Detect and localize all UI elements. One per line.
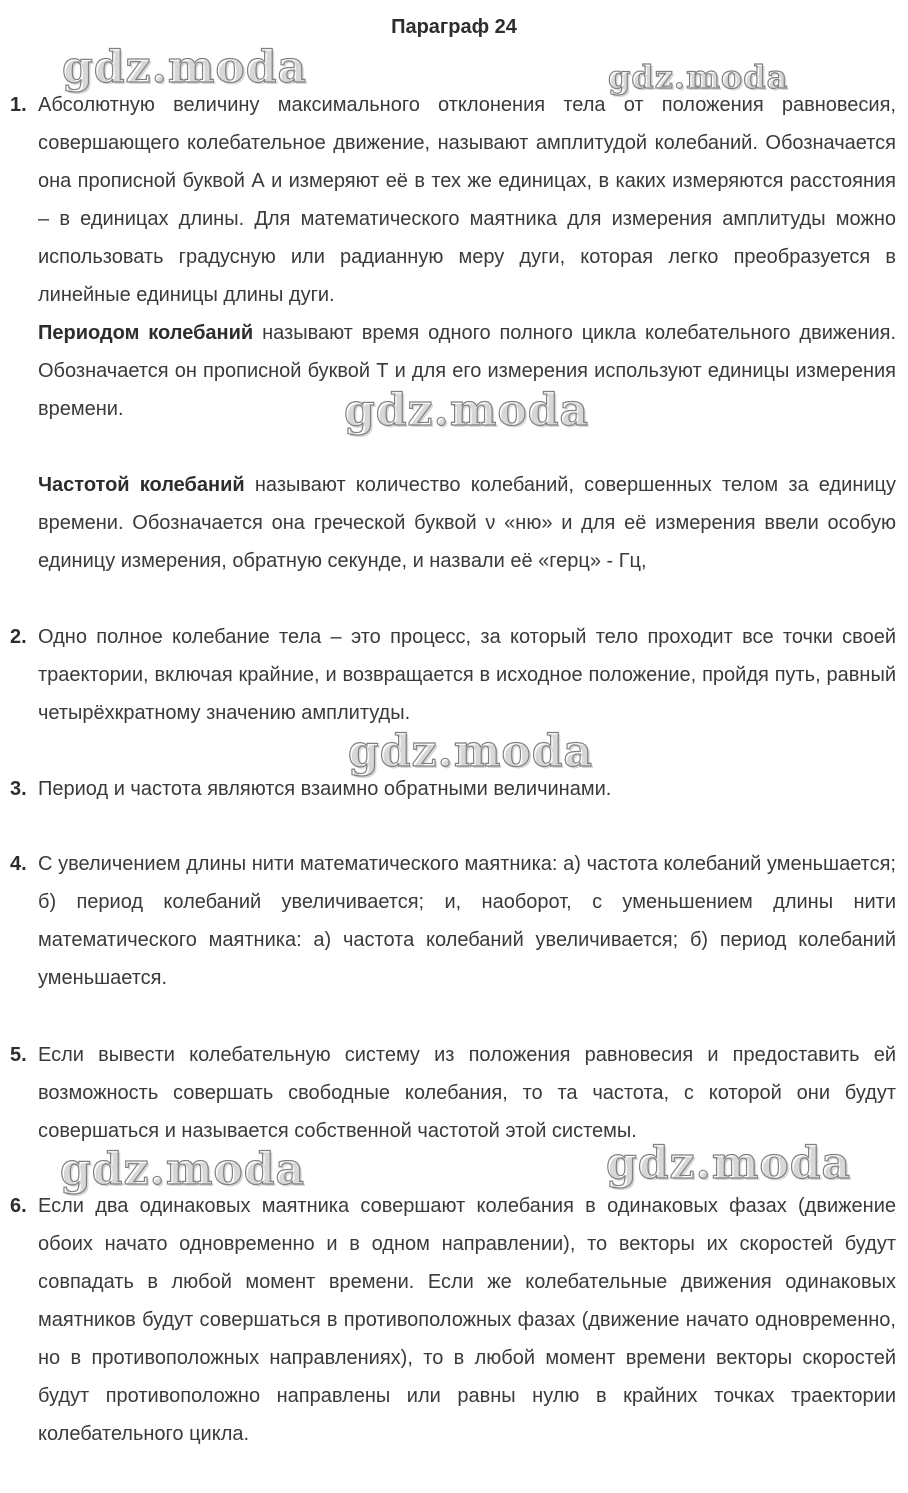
item-number: 6.: [10, 1195, 27, 1217]
answer-text: С увеличением длины нити математического маятника: а) частота колебаний уменьшается; б) период колебаний увеличивается; и, наоборот, с уменьшением длины нити математического маятника: а) частота колебаний увеличивается; б) период колебаний уменьшается.: [38, 853, 896, 989]
answer-item-6: [10, 1187, 896, 1453]
term-period: Периодом колебаний: [38, 322, 254, 344]
term-frequency: Частотой колебаний: [38, 474, 245, 496]
watermark-logo: gdz.moda: [606, 1138, 852, 1189]
answer-text: Если два одинаковых маятника совершают колебания в одинаковых фазах (движение обоих начато одновременно и в одном направлении), то векторы их скоростей будут совпадать в любой момент времени. Если же колебательные движения одинаковых маятников будут совершаться в противоположных фазах (движение начато одновременно, но в противоположных направлениях), то в любой момент времени векторы скоростей будут противоположно направлены или равны нулю в крайних точках траектории колебательного цикла.: [38, 1195, 896, 1445]
page-title: Параграф 24: [391, 16, 517, 38]
answer-text: Абсолютную величину максимального отклонения тела от положения равновесия, совершающего колебательное движение, называют амплитудой колебаний. Обозначается она прописной буквой А и измеряют её в тех же единицах, в каких измеряются расстояния – в единицах длины. Для математического маятника для измерения амплитуды можно использовать градусную или радианную меру дуги, которая легко преобразуется в линейные единицы длины дуги.: [38, 94, 896, 306]
item-number: 4.: [10, 853, 27, 875]
answer-text: Если вывести колебательную систему из положения равновесия и предоставить ей возможность совершать свободные колебания, то та частота, с которой они будут совершаться и называется собственной частотой этой системы.: [38, 1044, 896, 1142]
watermark-logo: gdz.moda: [608, 58, 789, 96]
watermark-logo: gdz.moda: [344, 385, 590, 436]
item-number: 1.: [10, 94, 27, 116]
item-number: 2.: [10, 626, 27, 648]
answer-item-4: [10, 845, 896, 997]
period-definition: [38, 314, 896, 428]
frequency-definition: [38, 466, 896, 580]
watermark-logo: gdz.moda: [348, 726, 594, 777]
frequency-definition-text: называют количество колебаний, совершенных телом за единицу времени. Обозначается она греческой буквой ν «ню» и для её измерения ввели особую единицу измерения, обратную секунде, и назвали её «герц» - Гц,: [38, 474, 896, 572]
answer-text: Период и частота являются взаимно обратными величинами.: [38, 778, 612, 800]
item-number: 5.: [10, 1044, 27, 1066]
answer-text: Одно полное колебание тела – это процесс, за который тело проходит все точки своей траектории, включая крайние, и возвращается в исходное положение, пройдя путь, равный четырёхкратному значению амплитуды.: [38, 626, 896, 724]
watermark-logo: gdz.moda: [62, 42, 308, 93]
answer-item-2: [10, 618, 896, 732]
answer-item-3: [10, 770, 896, 808]
answer-item-1: [10, 86, 896, 580]
answer-item-5: [10, 1036, 896, 1150]
period-definition-text: называют время одного полного цикла колебательного движения. Обозначается он прописной буквой Т и для его измерения используют единицы измерения времени.: [38, 322, 896, 420]
watermark-logo: gdz.moda: [60, 1144, 306, 1195]
item-number: 3.: [10, 778, 27, 800]
